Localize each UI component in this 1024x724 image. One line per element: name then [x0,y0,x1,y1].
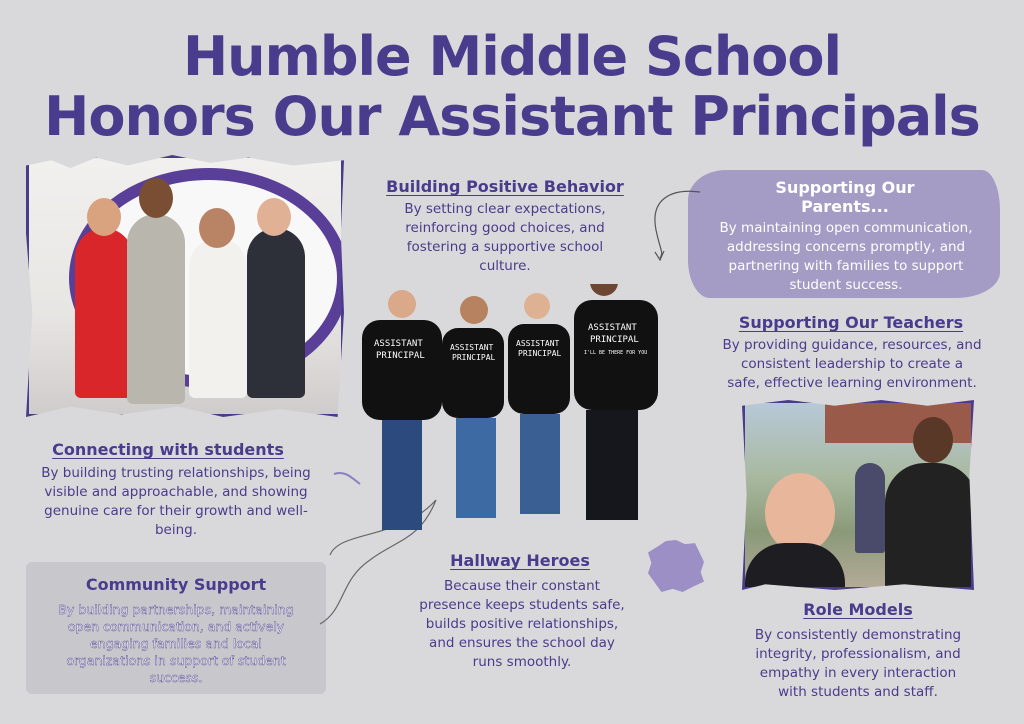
role-models-text [726,626,990,702]
person-head [139,178,173,218]
group-photo-mural [26,155,344,417]
person-black-shirt [885,463,974,590]
shirt-text: I'LL BE THERE FOR YOU [584,350,648,356]
heading-line: Supporting Our [775,178,915,197]
text-line: with students and staff. [778,684,938,700]
hallway-heroes-heading: Hallway Heroes [450,551,590,570]
shirt-text: ASSISTANT [516,339,560,348]
person-head [87,198,121,236]
shirt-text: PRINCIPAL [452,353,496,362]
person-red-jacket [75,228,133,398]
connecting-students-text [30,464,322,540]
supporting-teachers-text [700,336,1004,393]
text-line: safe, effective learning environment. [727,375,977,391]
text-line: and ensures the school day [429,635,615,651]
text-line: empathy in every interaction [759,665,957,681]
person-white-shirt [189,238,247,398]
text-line: By consistently demonstrating [754,627,962,643]
text-line: organizations in support of student [66,653,286,668]
person-gray-jacket [127,214,185,404]
text-line: partnering with families to support [728,258,964,274]
person-head [199,208,235,248]
text-line: consistent leadership to create a [740,356,963,372]
text-line: By providing guidance, resources, and [722,337,982,353]
text-line: presence keeps students safe, [419,597,625,613]
text-line: runs smoothly. [472,654,572,670]
building-positive-behavior-text [370,200,640,276]
text-line: student success. [789,277,903,293]
selfie-photo [742,400,974,590]
text-line: builds positive relationships, [425,616,619,632]
assistant-principals-photo [352,284,682,544]
text-line: genuine care for their growth and well- [44,503,308,519]
shirt-text: PRINCIPAL [376,351,425,361]
person-head [257,198,291,236]
supporting-parents-heading [720,178,970,216]
text-line: visible and approachable, and showing [44,484,308,500]
person-dark-shirt [247,228,305,398]
role-models-heading: Role Models [803,600,913,619]
text-line: integrity, professionalism, and [755,646,961,662]
text-line: success. [149,670,203,685]
text-line: By maintaining open communication, [719,220,973,236]
supporting-teachers-heading: Supporting Our Teachers [738,313,964,332]
shirt-text: PRINCIPAL [590,335,639,345]
person-head [913,417,953,463]
shirt-text: PRINCIPAL [518,349,562,358]
text-line: By building partnerships, maintaining [58,602,294,617]
community-support-heading: Community Support [85,575,267,594]
text-line: By setting clear expectations, [404,201,606,217]
community-support-text [30,601,322,686]
text-line: culture. [479,258,531,274]
building-positive-behavior-heading: Building Positive Behavior [386,177,624,196]
heading-line: Parents... [801,197,889,216]
text-line: fostering a supportive school [406,239,604,255]
text-line: Because their constant [444,578,600,594]
text-line: being. [154,522,198,538]
text-line: addressing concerns promptly, and [726,239,966,255]
text-line: reinforcing good choices, and [405,220,605,236]
supporting-parents-text [696,219,996,295]
connecting-students-heading: Connecting with students [52,440,284,459]
person-background [855,463,885,553]
person-black-shirt [745,543,845,590]
text-line: open communication, and actively [67,619,285,634]
text-line: engaging families and local [90,636,262,651]
person-head [765,473,835,553]
shirt-text: ASSISTANT [450,343,494,352]
page-title-line-1: Humble Middle School [182,25,842,88]
shirt-text: ASSISTANT [588,323,637,333]
hallway-heroes-text [392,577,652,672]
shirt-text: ASSISTANT [374,339,423,349]
text-line: By building trusting relationships, being [41,465,311,481]
page-title-line-2: Honors Our Assistant Principals [44,85,980,148]
